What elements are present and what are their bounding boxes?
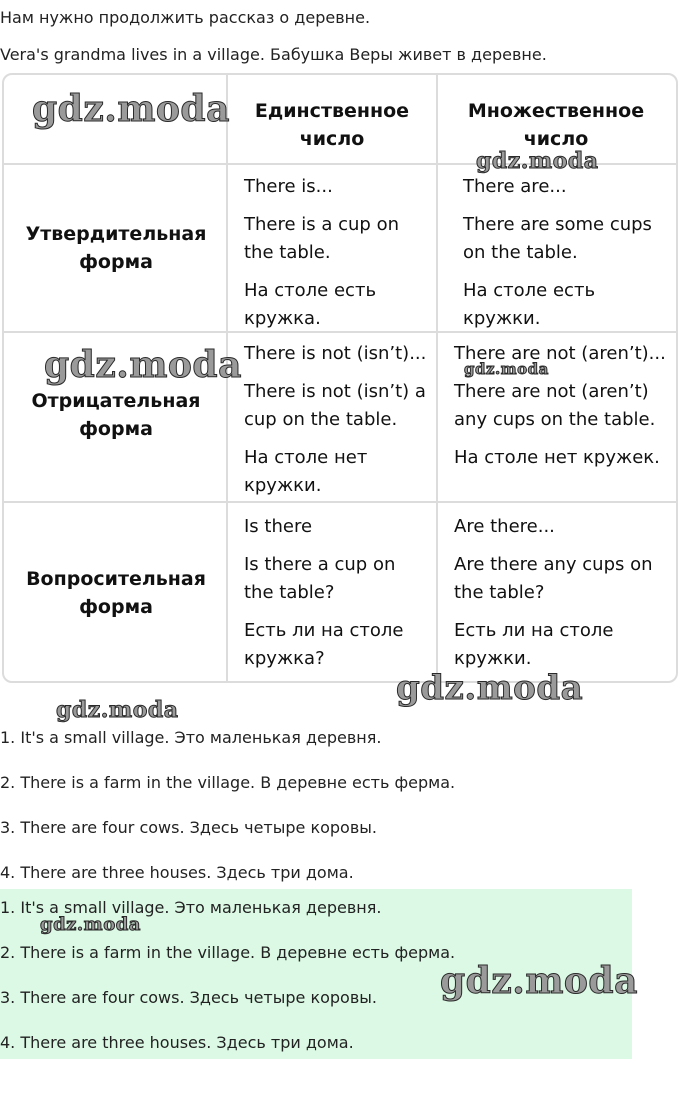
cell-text: На столе есть кружки. bbox=[463, 280, 596, 329]
header-singular: Единственное число bbox=[254, 100, 410, 150]
watermark: gdz.moda bbox=[56, 697, 179, 723]
watermark: gdz.moda bbox=[396, 668, 584, 708]
cell-text: Есть ли на столе кружка? bbox=[244, 620, 404, 669]
cell-text: На столе есть кружка. bbox=[244, 280, 377, 329]
cell-affirmative-singular bbox=[244, 173, 424, 333]
intro-line-2: Vera's grandma lives in a village. Бабушка Веры живет в деревне. bbox=[0, 45, 547, 64]
watermark: gdz.moda bbox=[44, 344, 242, 386]
cell-negative-singular bbox=[244, 340, 430, 500]
row-label-interrogative: Вопросительная форма bbox=[26, 568, 206, 618]
cell-text: There is not (isn’t) a cup on the table. bbox=[244, 381, 426, 430]
cell-text: There are some cups on the table. bbox=[463, 214, 652, 263]
cell-text: Is there a cup on the table? bbox=[244, 554, 396, 603]
cell-text: Is there bbox=[244, 516, 313, 537]
cell-text: На столе нет кружки. bbox=[244, 447, 368, 496]
header-plural: Множественное число bbox=[467, 100, 645, 150]
watermark: gdz.moda bbox=[440, 960, 638, 1002]
answer-line-1: 1. It's a small village. Это маленькая деревня. bbox=[0, 728, 382, 747]
cell-text: There is not (isn’t)... bbox=[244, 343, 427, 364]
cell-affirmative-plural bbox=[463, 173, 668, 333]
cell-text: There are... bbox=[463, 176, 567, 197]
cell-text: Are there... bbox=[454, 516, 555, 537]
cell-text: Есть ли на столе кружки. bbox=[454, 620, 614, 669]
cell-text: There are not (aren’t) any cups on the table. bbox=[454, 381, 656, 430]
highlighted-answer-1: 1. It's a small village. Это маленькая деревня. bbox=[0, 898, 382, 917]
cell-text: Are there any cups on the table? bbox=[454, 554, 653, 603]
cell-text: There is a cup on the table. bbox=[244, 214, 400, 263]
highlighted-answer-2: 2. There is a farm in the village. В деревне есть ферма. bbox=[0, 943, 456, 962]
watermark: gdz.moda bbox=[40, 914, 141, 935]
cell-interrogative-plural bbox=[454, 513, 659, 673]
cell-text: На столе нет кружек. bbox=[454, 447, 660, 468]
intro-line-1: Нам нужно продолжить рассказ о деревне. bbox=[0, 8, 371, 27]
answer-line-2: 2. There is a farm in the village. В деревне есть ферма. bbox=[0, 773, 456, 792]
cell-text: There are not (aren’t)... bbox=[454, 343, 666, 364]
cell-interrogative-singular bbox=[244, 513, 424, 673]
row-label-affirmative: Утвердительная форма bbox=[25, 223, 207, 273]
highlighted-answer-3: 3. There are four cows. Здесь четыре коровы. bbox=[0, 988, 377, 1007]
row-label-negative: Отрицательная форма bbox=[31, 390, 201, 440]
cell-text: There is... bbox=[244, 176, 333, 197]
answer-line-3: 3. There are four cows. Здесь четыре коровы. bbox=[0, 818, 377, 837]
watermark: gdz.moda bbox=[476, 148, 599, 174]
watermark: gdz.moda bbox=[32, 88, 230, 130]
watermark: gdz.moda bbox=[464, 360, 549, 378]
highlighted-answer-4: 4. There are three houses. Здесь три дома. bbox=[0, 1033, 354, 1052]
answer-line-4: 4. There are three houses. Здесь три дома. bbox=[0, 863, 354, 882]
